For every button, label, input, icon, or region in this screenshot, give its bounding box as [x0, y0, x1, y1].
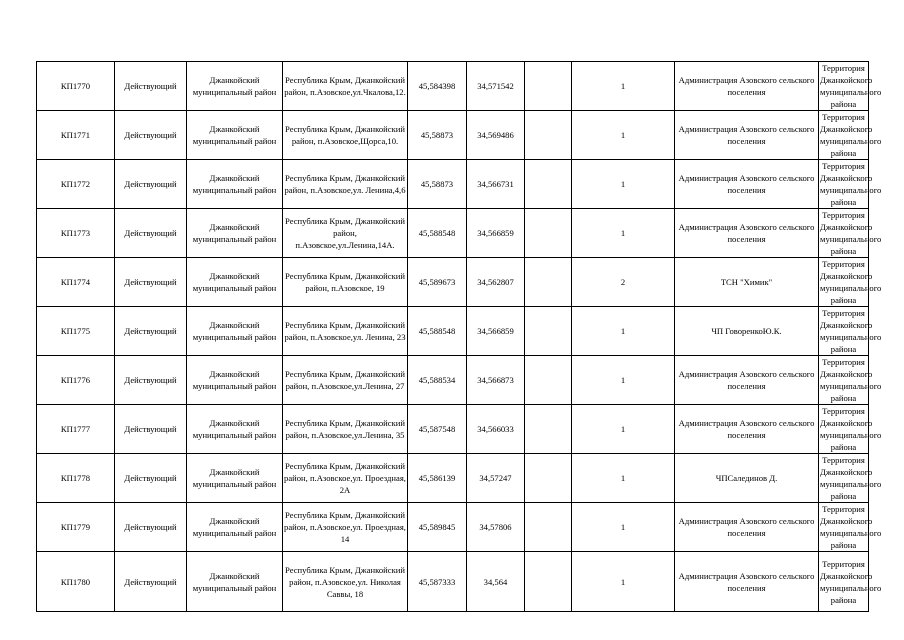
- territory-cell: Территория Джанкойского муниципального района: [820, 455, 882, 501]
- district-cell: Джанкойский муниципальный район: [187, 62, 283, 111]
- status-cell: Действующий: [115, 356, 187, 405]
- empty-cell: [525, 307, 572, 356]
- status-cell: Действующий: [115, 454, 187, 503]
- address-cell: Республика Крым, Джанкойский район, п.Азовское,ул.Ленина, 35: [283, 405, 408, 454]
- address-cell: Республика Крым, Джанкойский район, п.Азовское,ул. Ленина, 23: [283, 307, 408, 356]
- address-cell: Республика Крым, Джанкойский район, п.Азовское,ул.Чкалова,12.: [283, 62, 408, 111]
- territory-cell: Территория Джанкойского муниципального района: [820, 259, 882, 305]
- empty-cell: [525, 405, 572, 454]
- latitude-cell: 45,587548: [408, 405, 467, 454]
- district-cell: Джанкойский муниципальный район: [187, 111, 283, 160]
- empty-cell: [525, 356, 572, 405]
- point-id-cell: КП1779: [37, 503, 115, 552]
- container-count-cell: 1: [572, 62, 675, 111]
- container-count-cell: 1: [572, 111, 675, 160]
- owner-cell: Администрация Азовского сельского поселения: [675, 111, 819, 160]
- district-cell: Джанкойский муниципальный район: [187, 552, 283, 612]
- territory-cell: Территория Джанкойского муниципального района: [820, 210, 882, 256]
- table-row: [37, 62, 869, 111]
- territory-cell: Территория Джанкойского муниципального района: [820, 161, 882, 207]
- territory-cell: Территория Джанкойского муниципального района: [820, 406, 882, 452]
- empty-cell: [525, 62, 572, 111]
- point-id-cell: КП1775: [37, 307, 115, 356]
- point-id-cell: КП1780: [37, 552, 115, 612]
- empty-cell: [525, 209, 572, 258]
- owner-cell: Администрация Азовского сельского поселения: [675, 209, 819, 258]
- status-cell: Действующий: [115, 552, 187, 612]
- empty-cell: [525, 503, 572, 552]
- owner-cell: Администрация Азовского сельского поселения: [675, 552, 819, 612]
- address-cell: Республика Крым, Джанкойский район, п.Азовское,ул. Николая Саввы, 18: [283, 552, 408, 612]
- point-id-cell: КП1778: [37, 454, 115, 503]
- territory-cell: Территория Джанкойского муниципального района: [820, 112, 882, 158]
- district-cell: Джанкойский муниципальный район: [187, 258, 283, 307]
- point-id-cell: КП1771: [37, 111, 115, 160]
- empty-cell: [525, 552, 572, 612]
- container-count-cell: 1: [572, 307, 675, 356]
- latitude-cell: 45,586139: [408, 454, 467, 503]
- latitude-cell: 45,587333: [408, 552, 467, 612]
- status-cell: Действующий: [115, 209, 187, 258]
- status-cell: Действующий: [115, 307, 187, 356]
- registry-table: [36, 61, 882, 612]
- owner-cell: Администрация Азовского сельского поселения: [675, 405, 819, 454]
- address-cell: Республика Крым, Джанкойский район, п.Азовское,ул. Ленина,4,6: [283, 160, 408, 209]
- latitude-cell: 45,589673: [408, 258, 467, 307]
- territory-cell: Территория Джанкойского муниципального района: [820, 504, 882, 550]
- owner-cell: ЧП ГоворенкоЮ.К.: [675, 307, 819, 356]
- owner-cell: Администрация Азовского сельского поселения: [675, 356, 819, 405]
- table-body: [37, 62, 882, 612]
- table-row: [37, 209, 869, 258]
- owner-cell: Администрация Азовского сельского поселения: [675, 160, 819, 209]
- status-cell: Действующий: [115, 160, 187, 209]
- latitude-cell: 45,589845: [408, 503, 467, 552]
- address-cell: Республика Крым, Джанкойский район, п.Азовское,Щорса,10.: [283, 111, 408, 160]
- address-cell: Республика Крым, Джанкойский район, п.Азовское,ул. Проездная, 2А: [283, 454, 408, 503]
- container-count-cell: 1: [572, 405, 675, 454]
- address-cell: Республика Крым, Джанкойский район, п.Азовское,ул. Проездная, 14: [283, 503, 408, 552]
- status-cell: Действующий: [115, 111, 187, 160]
- owner-cell: Администрация Азовского сельского поселения: [675, 62, 819, 111]
- latitude-cell: 45,588548: [408, 307, 467, 356]
- longitude-cell: 34,57247: [467, 454, 525, 503]
- point-id-cell: КП1772: [37, 160, 115, 209]
- longitude-cell: 34,566859: [467, 209, 525, 258]
- empty-cell: [525, 258, 572, 307]
- container-count-cell: 1: [572, 356, 675, 405]
- point-id-cell: КП1774: [37, 258, 115, 307]
- territory-cell: Территория Джанкойского муниципального района: [819, 552, 869, 612]
- point-id-cell: КП1777: [37, 405, 115, 454]
- table-row: [37, 160, 869, 209]
- status-cell: Действующий: [115, 503, 187, 552]
- latitude-cell: 45,588548: [408, 209, 467, 258]
- table-row: [37, 111, 869, 160]
- container-count-cell: 1: [572, 454, 675, 503]
- latitude-cell: 45,58873: [408, 111, 467, 160]
- empty-cell: [525, 160, 572, 209]
- table-row: [37, 307, 869, 356]
- longitude-cell: 34,566731: [467, 160, 525, 209]
- district-cell: Джанкойский муниципальный район: [187, 160, 283, 209]
- longitude-cell: 34,57806: [467, 503, 525, 552]
- container-count-cell: 1: [572, 503, 675, 552]
- table-row: [37, 552, 869, 612]
- district-cell: Джанкойский муниципальный район: [187, 307, 283, 356]
- table-row: [37, 356, 869, 405]
- longitude-cell: 34,566033: [467, 405, 525, 454]
- district-cell: Джанкойский муниципальный район: [187, 209, 283, 258]
- address-cell: Республика Крым, Джанкойский район, п.Азовское,ул.Ленина,14А.: [283, 209, 408, 258]
- container-count-cell: 1: [572, 160, 675, 209]
- empty-cell: [525, 454, 572, 503]
- territory-cell: Территория Джанкойского муниципального района: [820, 357, 882, 403]
- status-cell: Действующий: [115, 62, 187, 111]
- longitude-cell: 34,571542: [467, 62, 525, 111]
- territory-cell: Территория Джанкойского муниципального района: [820, 63, 882, 109]
- point-id-cell: КП1773: [37, 209, 115, 258]
- address-cell: Республика Крым, Джанкойский район, п.Азовское,ул.Ленина, 27: [283, 356, 408, 405]
- latitude-cell: 45,588534: [408, 356, 467, 405]
- district-cell: Джанкойский муниципальный район: [187, 356, 283, 405]
- point-id-cell: КП1770: [37, 62, 115, 111]
- longitude-cell: 34,566873: [467, 356, 525, 405]
- owner-cell: Администрация Азовского сельского поселения: [675, 503, 819, 552]
- owner-cell: ЧПСалединов Д.: [675, 454, 819, 503]
- empty-cell: [525, 111, 572, 160]
- container-count-cell: 2: [572, 258, 675, 307]
- district-cell: Джанкойский муниципальный район: [187, 503, 283, 552]
- table-row: [37, 503, 869, 552]
- point-id-cell: КП1776: [37, 356, 115, 405]
- district-cell: Джанкойский муниципальный район: [187, 405, 283, 454]
- district-cell: Джанкойский муниципальный район: [187, 454, 283, 503]
- longitude-cell: 34,562807: [467, 258, 525, 307]
- address-cell: Республика Крым, Джанкойский район, п.Азовское, 19: [283, 258, 408, 307]
- latitude-cell: 45,584398: [408, 62, 467, 111]
- longitude-cell: 34,566859: [467, 307, 525, 356]
- status-cell: Действующий: [115, 258, 187, 307]
- territory-cell: Территория Джанкойского муниципального района: [820, 308, 882, 354]
- status-cell: Действующий: [115, 405, 187, 454]
- table-row: [37, 405, 869, 454]
- container-count-cell: 1: [572, 209, 675, 258]
- table-row: [37, 258, 869, 307]
- table-row: [37, 454, 869, 503]
- owner-cell: ТСН "Химик": [675, 258, 819, 307]
- latitude-cell: 45,58873: [408, 160, 467, 209]
- longitude-cell: 34,564: [467, 552, 525, 612]
- longitude-cell: 34,569486: [467, 111, 525, 160]
- container-count-cell: 1: [572, 552, 675, 612]
